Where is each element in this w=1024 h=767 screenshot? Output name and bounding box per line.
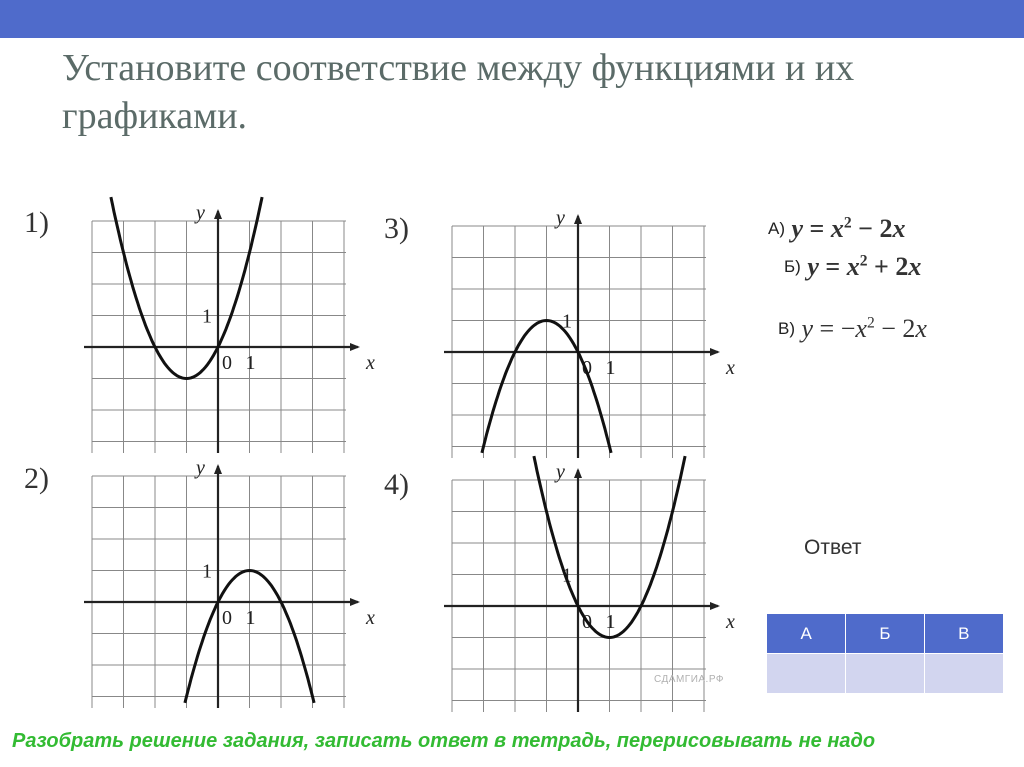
graph-4-number: 4) [384,468,409,501]
answer-label: Ответ [804,536,862,559]
answer-column-b: Б [846,614,924,654]
function-c [778,312,927,344]
function-b-formula: $y = x^2 + 2x$ [807,252,922,282]
graph-1-origin-label: 0 [222,352,232,374]
graph-1 [84,197,375,453]
graph-3-x-arrow [710,348,720,356]
function-c-label: В) [778,319,795,339]
graph-2-y-arrow [214,464,222,474]
graph-2-tick-x-label: 1 [245,607,256,629]
watermark: СДАМГИА.РФ [654,674,724,685]
graph-3-number: 3) [384,212,409,245]
function-b [784,250,921,282]
graph-1-x-arrow [350,343,360,351]
graph-2-origin-label: 0 [222,607,232,629]
graph-3 [444,207,735,458]
answer-table [766,613,1004,694]
graph-4-tick-x-label: 1 [605,611,616,633]
function-a-label: А) [768,219,785,239]
graph-1-x-label: x [366,352,375,374]
graph-2-x-arrow [350,598,360,606]
answer-column-a: А [767,614,846,654]
graph-3-tick-x-label: 1 [605,357,616,379]
answer-cell-c[interactable] [924,654,1003,694]
slide-title: Установите соответствие между функциями и их графиками. [62,47,855,137]
graph-1-tick-x-label: 1 [245,352,256,374]
function-c-formula: $y = -x^2 - 2x$ [801,314,927,344]
graph-1-y-arrow [214,209,222,219]
answer-column-c: В [924,614,1003,654]
graph-1-tick-y-label: 1 [202,305,212,328]
graph-4-y-label: y [556,461,565,483]
graph-2-x-label: x [366,607,375,629]
graph-2-tick-y-label: 1 [202,560,212,583]
graph-3-tick-y-label: 1 [562,310,572,333]
footer-instruction: Разобрать решение задания, записать ответ в тетрадь, перерисовывать не надо [12,730,876,752]
graph-1-number: 1) [24,206,49,239]
function-a [768,212,906,244]
graph-4-origin-label: 0 [582,611,592,633]
graph-3-y-label: y [556,207,565,229]
graph-1-y-label: y [196,202,205,224]
graph-4-x-arrow [710,602,720,610]
answer-cell-b[interactable] [846,654,924,694]
function-a-formula: $y = x^2 - 2x$ [791,214,906,244]
graph-3-y-arrow [574,214,582,224]
function-b-label: Б) [784,257,801,277]
graph-4-tick-y-label: 1 [562,564,572,587]
graph-2-y-label: y [196,457,205,479]
graph-3-x-label: x [726,357,735,379]
graph-2 [84,457,375,708]
graph-2-number: 2) [24,462,49,495]
graph-4-x-label: x [726,611,735,633]
graph-4-y-arrow [574,468,582,478]
answer-cell-a[interactable] [767,654,846,694]
graph-3-origin-label: 0 [582,357,592,379]
